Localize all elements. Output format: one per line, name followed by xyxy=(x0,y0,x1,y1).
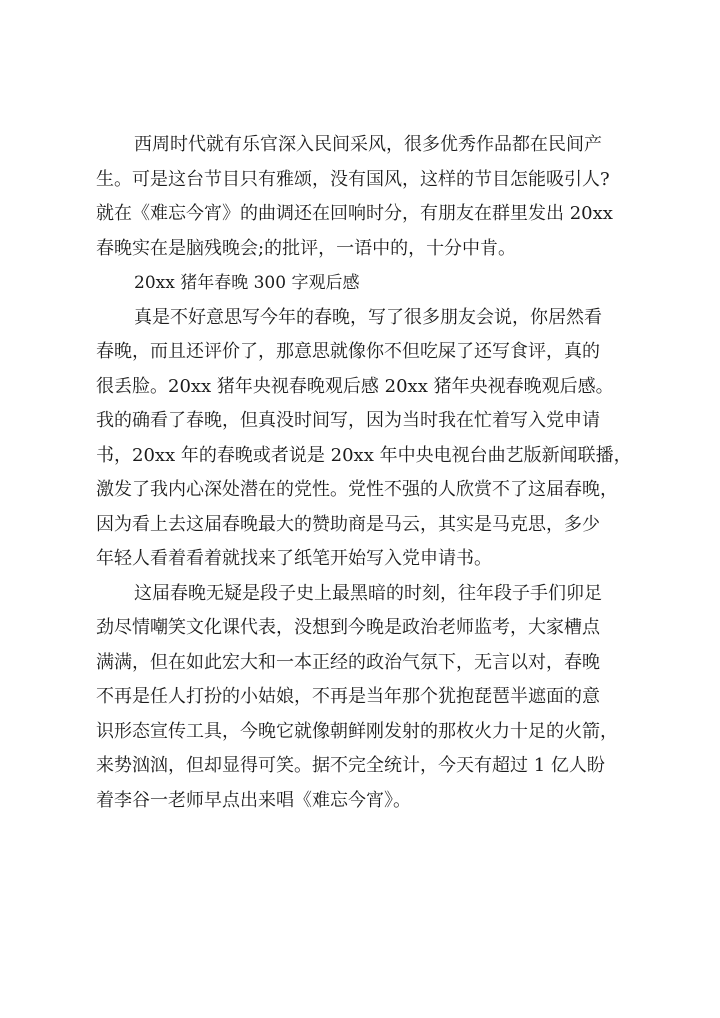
paragraph-line: 我的确看了春晚，但真没时间写，因为当时我在忙着写入党申请 xyxy=(96,410,600,431)
document-body xyxy=(96,128,666,818)
paragraph-line: 春晚，而且还评价了，那意思就像你不但吃屎了还写食评，真的 xyxy=(96,341,600,362)
paragraph-line: 西周时代就有乐官深入民间采风，很多优秀作品都在民间产 xyxy=(134,134,602,155)
paragraph-line: 因为看上去这届春晚最大的赞助商是马云，其实是马克思，多少 xyxy=(96,513,600,535)
paragraph-line: 来势汹汹，但却显得可笑。据不完全统计，今天有超过 1 亿人盼 xyxy=(96,755,605,776)
paragraph-line: 劲尽情嘲笑文化课代表，没想到今晚是政治老师监考，大家槽点 xyxy=(96,617,600,638)
paragraph-line: 识形态宣传工具，今晚它就像朝鲜刚发射的那枚火力十足的火箭， xyxy=(96,720,618,742)
paragraph-line: 满满，但在如此宏大和一本正经的政治气氛下，无言以对，春晚 xyxy=(96,651,600,673)
paragraph-line: 就在《难忘今宵》的曲调还在回响时分，有朋友在群里发出 20xx xyxy=(96,203,613,224)
paragraph-line: 激发了我内心深处潜在的党性。党性不强的人欣赏不了这届春晚， xyxy=(96,479,618,500)
paragraph-line: 书，20xx 年的春晚或者说是 20xx 年中央电视台曲艺版新闻联播， xyxy=(96,444,632,466)
paragraph-line: 着李谷一老师早点出来唱《难忘今宵》。 xyxy=(96,789,411,811)
section-heading: 20xx 猪年春晚 300 字观后感 xyxy=(134,273,360,293)
paragraph-1 xyxy=(96,128,666,266)
paragraph-line: 春晚实在是脑残晚会;的批评，一语中的，十分中肯。 xyxy=(96,237,517,259)
paragraph-2 xyxy=(96,301,666,577)
paragraph-line: 这届春晚无疑是段子史上最黑暗的时刻，往年段子手们卯足 xyxy=(134,582,602,604)
paragraph-line: 生。可是这台节目只有雅颂，没有国风，这样的节目怎能吸引人? xyxy=(96,168,610,190)
paragraph-line: 真是不好意思写今年的春晚，写了很多朋友会说，你居然看 xyxy=(134,306,602,328)
paragraph-line: 不再是任人打扮的小姑娘，不再是当年那个犹抱琵琶半遮面的意 xyxy=(96,686,600,707)
paragraph-line: 年轻人看着看着就找来了纸笔开始写入党申请书。 xyxy=(96,548,492,569)
paragraph-line: 很丢脸。20xx 猪年央视春晚观后感 20xx 猪年央视春晚观后感。 xyxy=(96,375,614,397)
paragraph-3 xyxy=(96,577,666,819)
